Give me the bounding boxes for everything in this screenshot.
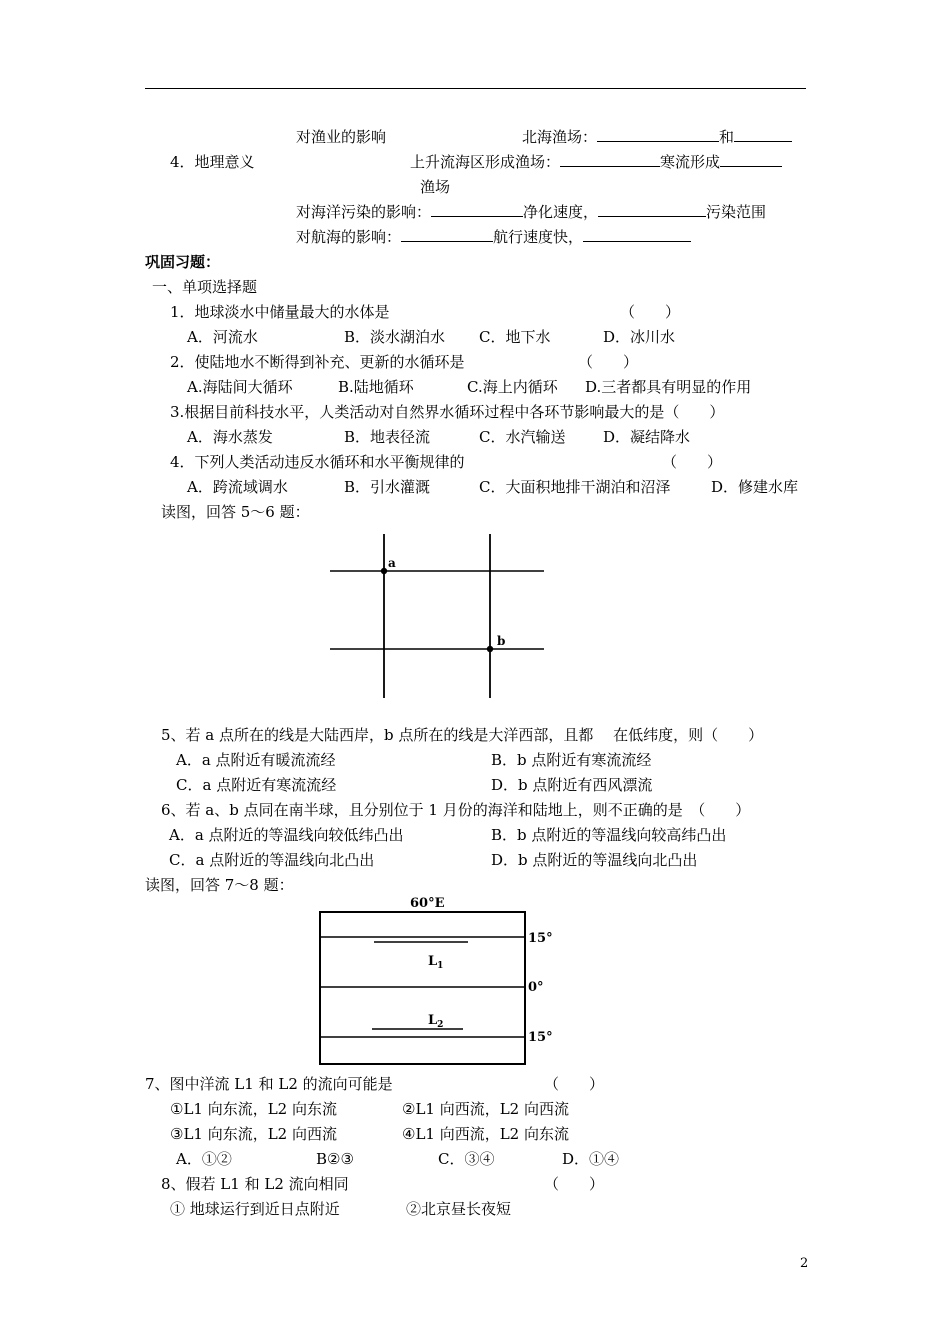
lat-label-bot: 15° xyxy=(528,1030,553,1045)
blank-field[interactable] xyxy=(560,152,660,167)
q4-option-a[interactable]: A．跨流域调水 xyxy=(187,478,288,496)
fishery-label: 对渔业的影响 xyxy=(296,128,387,146)
navigation-speed-label: 航行速度快， xyxy=(493,228,584,246)
section-title: 巩固习题： xyxy=(145,253,221,271)
part-title: 一、单项选择题 xyxy=(152,278,258,296)
header-rule xyxy=(145,88,806,89)
figure-currents xyxy=(310,890,570,1068)
fishery-word: 渔场 xyxy=(420,178,451,196)
q3-option-c[interactable]: C．水汽输送 xyxy=(479,428,566,446)
pollution-range-label: 污染范围 xyxy=(706,203,767,221)
map-frame xyxy=(320,912,525,1064)
page-number: 2 xyxy=(800,1256,809,1271)
blank-field[interactable] xyxy=(431,202,523,217)
blank-field[interactable] xyxy=(583,227,691,242)
q1-option-b[interactable]: B．淡水湖泊水 xyxy=(344,328,446,346)
q3-option-a[interactable]: A．海水蒸发 xyxy=(187,428,273,446)
l1-label: $L_1$ xyxy=(428,954,444,971)
q2-answer-paren[interactable]: （ ） xyxy=(578,353,639,371)
pollution-row xyxy=(296,202,766,222)
q6-option-a[interactable]: A．a 点附近的等温线向较低纬凸出 xyxy=(169,826,404,844)
blank-field[interactable] xyxy=(720,152,782,167)
q1-option-a[interactable]: A．河流水 xyxy=(187,328,258,346)
q8-stem: 8、假若 L1 和 L2 流向相同 xyxy=(161,1175,349,1193)
q2-option-b[interactable]: B.陆地循环 xyxy=(338,378,414,396)
q4-answer-paren[interactable]: （ ） xyxy=(662,453,723,471)
q2-option-d[interactable]: D.三者都具有明显的作用 xyxy=(585,378,752,396)
navigation-label: 对航海的影响： xyxy=(296,228,402,246)
q1-option-d[interactable]: D．冰川水 xyxy=(603,328,676,346)
upwelling-row xyxy=(410,152,782,172)
lat-label-top: 15° xyxy=(528,931,553,946)
upwelling-label: 上升流海区形成渔场： xyxy=(410,153,561,171)
north-sea-label: 北海渔场： xyxy=(522,128,598,146)
and-label: 和 xyxy=(719,128,735,146)
q7-choice-1: ①L1 向东流，L2 向东流 xyxy=(170,1100,337,1118)
q5-option-c[interactable]: C．a 点附近有寒流流经 xyxy=(176,776,337,794)
q7-answer-paren[interactable]: （ ） xyxy=(544,1075,605,1093)
q7-option-a[interactable]: A．①② xyxy=(176,1150,232,1168)
q2-stem: 2．使陆地水不断得到补充、更新的水循环是 xyxy=(170,353,465,371)
q6-option-c[interactable]: C．a 点附近的等温线向北凸出 xyxy=(169,851,375,869)
q4-stem: 4．下列人类活动违反水循环和水平衡规律的 xyxy=(170,453,465,471)
q7-choice-4: ④L1 向西流，L2 向东流 xyxy=(402,1125,569,1143)
q7-choice-3: ③L1 向东流，L2 向西流 xyxy=(170,1125,337,1143)
q7-choice-2: ②L1 向西流，L2 向西流 xyxy=(402,1100,569,1118)
purify-speed-label: 净化速度， xyxy=(523,203,599,221)
blank-field[interactable] xyxy=(598,202,706,217)
pollution-label: 对海洋污染的影响： xyxy=(296,203,432,221)
q5-option-b[interactable]: B．b 点附近有寒流流经 xyxy=(491,751,652,769)
q1-answer-paren[interactable]: （ ） xyxy=(620,303,681,321)
q8-choice-2: ②北京昼长夜短 xyxy=(406,1200,512,1218)
q2-option-c[interactable]: C.海上内循环 xyxy=(467,378,558,396)
q8-choice-1: ① 地球运行到近日点附近 xyxy=(170,1200,340,1218)
blank-field[interactable] xyxy=(597,127,719,142)
cold-current-label: 寒流形成 xyxy=(660,153,721,171)
q4-option-d[interactable]: D．修建水库 xyxy=(711,478,799,496)
q5-option-a[interactable]: A．a 点附近有暖流流经 xyxy=(176,751,336,769)
q7-option-b[interactable]: B②③ xyxy=(316,1150,354,1168)
geo-significance-label: 4．地理意义 xyxy=(170,153,255,171)
point-b-label: b xyxy=(497,634,506,648)
q8-answer-paren[interactable]: （ ） xyxy=(544,1175,605,1193)
q3-stem: 3.根据目前科技水平，人类活动对自然界水循环过程中各环节影响最大的是（ ） xyxy=(170,403,725,421)
q3-option-b[interactable]: B．地表径流 xyxy=(344,428,431,446)
q3-option-d[interactable]: D．凝结降水 xyxy=(603,428,691,446)
figure-grid-ab xyxy=(328,532,548,700)
q4-option-c[interactable]: C．大面积地排干湖泊和沼泽 xyxy=(479,478,671,496)
q5-option-d[interactable]: D．b 点附近有西风漂流 xyxy=(491,776,653,794)
q1-option-c[interactable]: C．地下水 xyxy=(479,328,551,346)
q7-option-c[interactable]: C．③④ xyxy=(438,1150,495,1168)
q6-stem: 6、若 a、b 点同在南半球，且分别位于 1 月份的海洋和陆地上，则不正确的是 （ ） xyxy=(161,801,751,819)
q6-option-b[interactable]: B．b 点附近的等温线向较高纬凸出 xyxy=(491,826,727,844)
q1-stem: 1．地球淡水中储量最大的水体是 xyxy=(170,303,390,321)
q4-option-b[interactable]: B．引水灌溉 xyxy=(344,478,431,496)
q5-stem: 5、若 a 点所在的线是大陆西岸，b 点所在的线是大洋西部，且都 在低纬度，则（ ） xyxy=(161,726,764,744)
north-sea-fishery xyxy=(522,127,792,147)
read-figure-7-8: 读图，回答 7～8 题： xyxy=(145,876,294,894)
l2-label: $L_2$ xyxy=(428,1013,444,1030)
point-a xyxy=(381,568,387,574)
point-a-label: a xyxy=(388,556,396,570)
q7-stem: 7、图中洋流 L1 和 L2 的流向可能是 xyxy=(145,1075,393,1093)
blank-field[interactable] xyxy=(401,227,493,242)
blank-field[interactable] xyxy=(734,127,792,142)
q2-option-a[interactable]: A.海陆间大循环 xyxy=(187,378,293,396)
point-b xyxy=(487,646,493,652)
read-figure-5-6: 读图，回答 5～6 题： xyxy=(161,503,310,521)
q7-option-d[interactable]: D．①④ xyxy=(562,1150,620,1168)
meridian-label: 60°E xyxy=(410,896,445,911)
navigation-row xyxy=(296,227,691,247)
lat-label-mid: 0° xyxy=(528,980,544,995)
q6-option-d[interactable]: D．b 点附近的等温线向北凸出 xyxy=(491,851,698,869)
